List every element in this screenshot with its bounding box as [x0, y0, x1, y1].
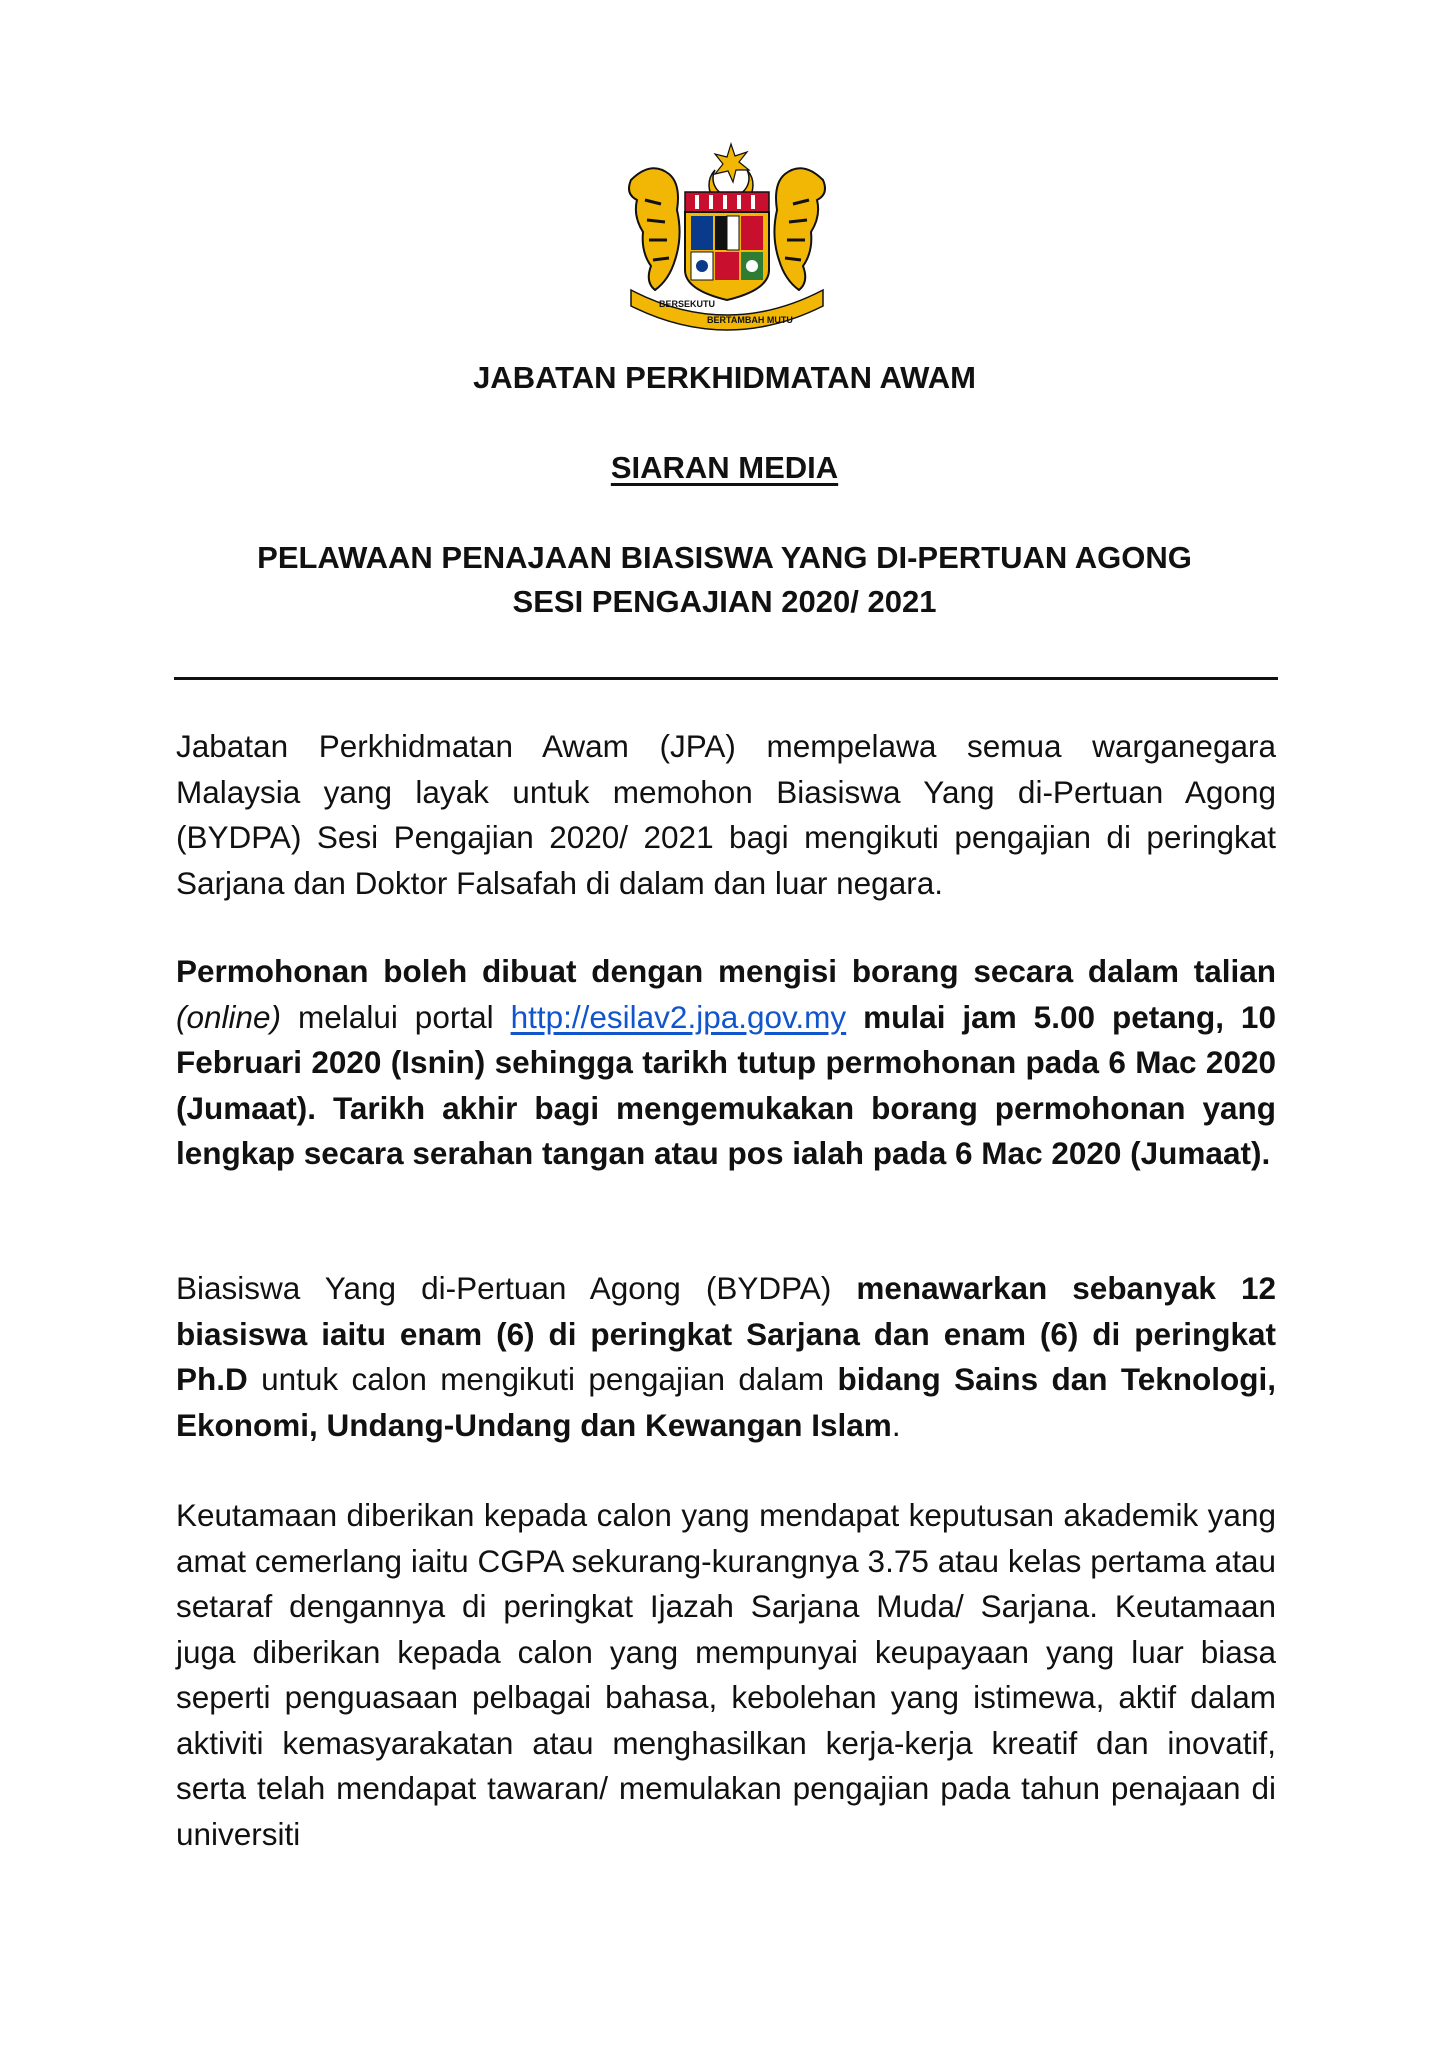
- p3-bold-2: bidang Sains dan Teknologi, Ekonomi, Undang-Undang dan Kewangan Islam: [176, 1361, 1276, 1443]
- paragraph-intro: Jabatan Perkhidmatan Awam (JPA) mempelawa semua warganegara Malaysia yang layak untuk memohon Biasiswa Yang di-Pertuan Agong (BYDPA) Sesi Pengajian 2020/ 2021 bagi mengikuti pengajian di peringkat Sarjana dan Doktor Falsafah di dalam dan luar negara.: [176, 728, 1276, 901]
- paragraph-priority: Keutamaan diberikan kepada calon yang mendapat keputusan akademik yang amat cemerlang iaitu CGPA sekurang-kurangnya 3.75 atau kelas pertama atau setaraf dengannya di peringkat Ijazah Sarjana Muda/ Sarjana. Keutamaan juga diberikan kepada calon yang mempunyai keupayaan yang luar biasa seperti penguasaan pelbagai bahasa, kebolehan yang istimewa, aktif dalam aktiviti kemasyarakatan atau menghasilkan kerja-kerja kreatif dan inovatif, serta telah mendapat tawaran/ memulakan pengajian pada tahun penajaan di universiti: [176, 1497, 1276, 1852]
- p3-text-1: Biasiswa Yang di-Pertuan Agong (BYDPA): [176, 1270, 832, 1306]
- p2-bold-2: mulai jam 5.00 petang, 10 Februari 2020 (Isnin) sehingga tarikh tutup permohonan pada 6 Mac 2020 (Jumaat). Tarikh akhir bagi mengemukakan borang permohonan yang lengkap secara serahan tangan atau pos ialah pada 6 Mac 2020 (Jumaat).: [176, 998, 1276, 1171]
- release-type-heading: [0, 446, 1449, 490]
- p3-period: .: [891, 1406, 901, 1443]
- agency-title: JABATAN PERKHIDMATAN AWAM: [473, 360, 976, 395]
- malaysia-coat-of-arms-icon: [611, 140, 843, 336]
- header-divider: [174, 677, 1278, 680]
- portal-link[interactable]: http://esilav2.jpa.gov.my: [510, 998, 847, 1035]
- release-type-text: SIARAN MEDIA: [610, 450, 839, 485]
- paragraph-offer: [176, 1266, 1276, 1448]
- subject-heading: [0, 536, 1449, 624]
- p2-text-portal: melalui portal: [298, 998, 494, 1035]
- subject-line-2: SESI PENGAJIAN 2020/ 2021: [512, 584, 937, 619]
- p2-bold-1: Permohonan boleh dibuat dengan mengisi borang secara dalam talian: [176, 953, 1276, 989]
- p3-bold-1: menawarkan sebanyak 12 biasiswa iaitu enam (6) di peringkat Sarjana dan enam (6) di peringkat Ph.D: [176, 1270, 1276, 1397]
- paragraph-application: [176, 949, 1276, 1177]
- p2-italic-online: (online): [176, 998, 282, 1035]
- motto-right-text: BERTAMBAH MUTU: [707, 315, 793, 325]
- subject-line-1: PELAWAAN PENAJAAN BIASISWA YANG DI-PERTUAN AGONG: [257, 540, 1192, 575]
- motto-left-text: BERSEKUTU: [659, 299, 716, 309]
- p3-text-2: untuk calon mengikuti pengajian dalam: [261, 1361, 825, 1397]
